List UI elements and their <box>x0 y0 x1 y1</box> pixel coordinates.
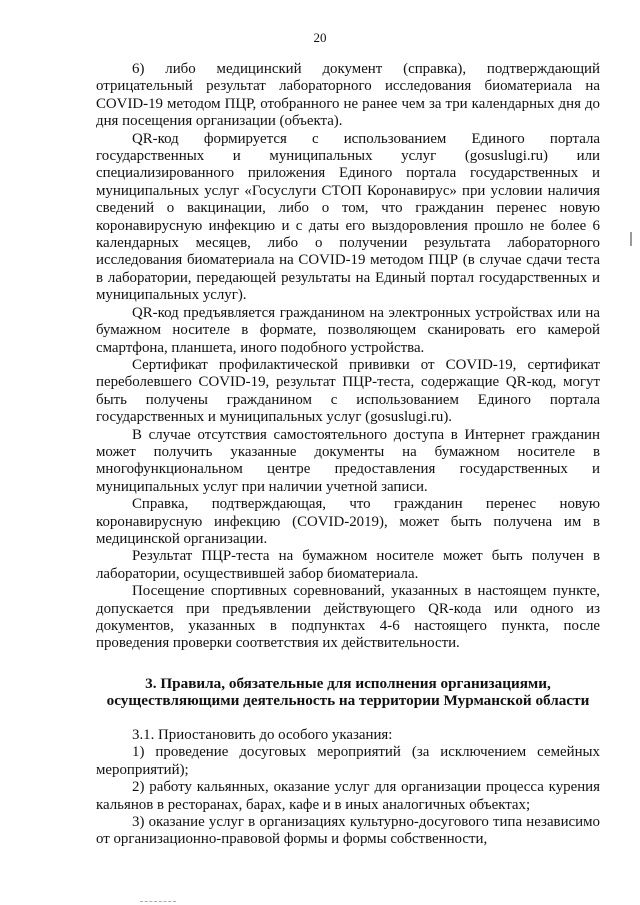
section-paragraph: 3.1. Приостановить до особого указания: <box>132 727 393 743</box>
margin-mark <box>630 232 632 246</box>
paragraph: QR-код формируется с использованием Единого портала государственных и муниципальных услуг (gosuslugi.ru) или специализированного приложения Единого портала государственных и муниципальных услуг «Госуслуги СТОП Коронавирус» при условии наличия сведений о вакцинации, либо о том, что гражданин перенес новую коронавирусную инфекцию и с даты его выздоровления прошло не более 6 календарных месяцев, либо о получении результата лабораторного исследования биоматериала на COVID-19 методом ПЦР (в случае сдачи теста в лаборатории, передающей результаты на Единый портал государственных и муниципальных услуг). <box>96 130 600 304</box>
document-body <box>96 61 600 849</box>
section-paragraph: 1) проведение досуговых мероприятий (за исключением семейных мероприятий); <box>96 744 600 778</box>
paragraph: Сертификат профилактической прививки от COVID-19, сертификат переболевшего COVID-19, результат ПЦР-теста, содержащие QR-код, могут быть получены гражданином с использованием Единого портала государственных и муниципальных услуг (gosuslugi.ru). <box>96 356 600 426</box>
scan-mark <box>140 901 176 903</box>
paragraph: Результат ПЦР-теста на бумажном носителе может быть получен в лаборатории, осуществившей забор биоматериала. <box>96 548 600 582</box>
paragraph: Посещение спортивных соревнований, указанных в настоящем пункте, допускается при предъявлении действующего QR-кода или одного из документов, указанных в подпунктах 4-6 настоящего пункта, после проведения проверки соответствия их действительности. <box>96 583 600 652</box>
page-number: 20 <box>313 30 327 45</box>
paragraph: В случае отсутствия самостоятельного доступа в Интернет гражданин может получить указанные документы на бумажном носителе в многофункциональном центре предоставления государственных и муниципальных услуг при наличии учетной записи. <box>96 426 600 495</box>
paragraph: Справка, подтверждающая, что гражданин перенес новую коронавирусную инфекцию (COVID-2019), может быть получена им в медицинской организации. <box>96 496 600 547</box>
paragraph: QR-код предъявляется гражданином на электронных устройствах или на бумажном носителе в формате, позволяющем сканировать его камерой смартфона, планшета, иного подобного устройства. <box>96 304 600 356</box>
paragraph: 6) либо медицинский документ (справка), подтверждающий отрицательный результат лабораторного исследования биоматериала на COVID-19 методом ПЦР, отобранного не ранее чем за три календарных дня до дня посещения организации (объекта). <box>96 61 600 130</box>
section-paragraph: 2) работу кальянных, оказание услуг для организации процесса курения кальянов в ресторанах, барах, кафе и в иных аналогичных объектах; <box>96 779 600 813</box>
section-paragraph: 3) оказание услуг в организациях культурно-досугового типа независимо от организационно-правовой формы и формы собственности, <box>96 814 600 848</box>
section-title: 3. Правила, обязательные для исполнения организациями, осуществляющими деятельность на территории Мурманской области <box>106 674 590 710</box>
